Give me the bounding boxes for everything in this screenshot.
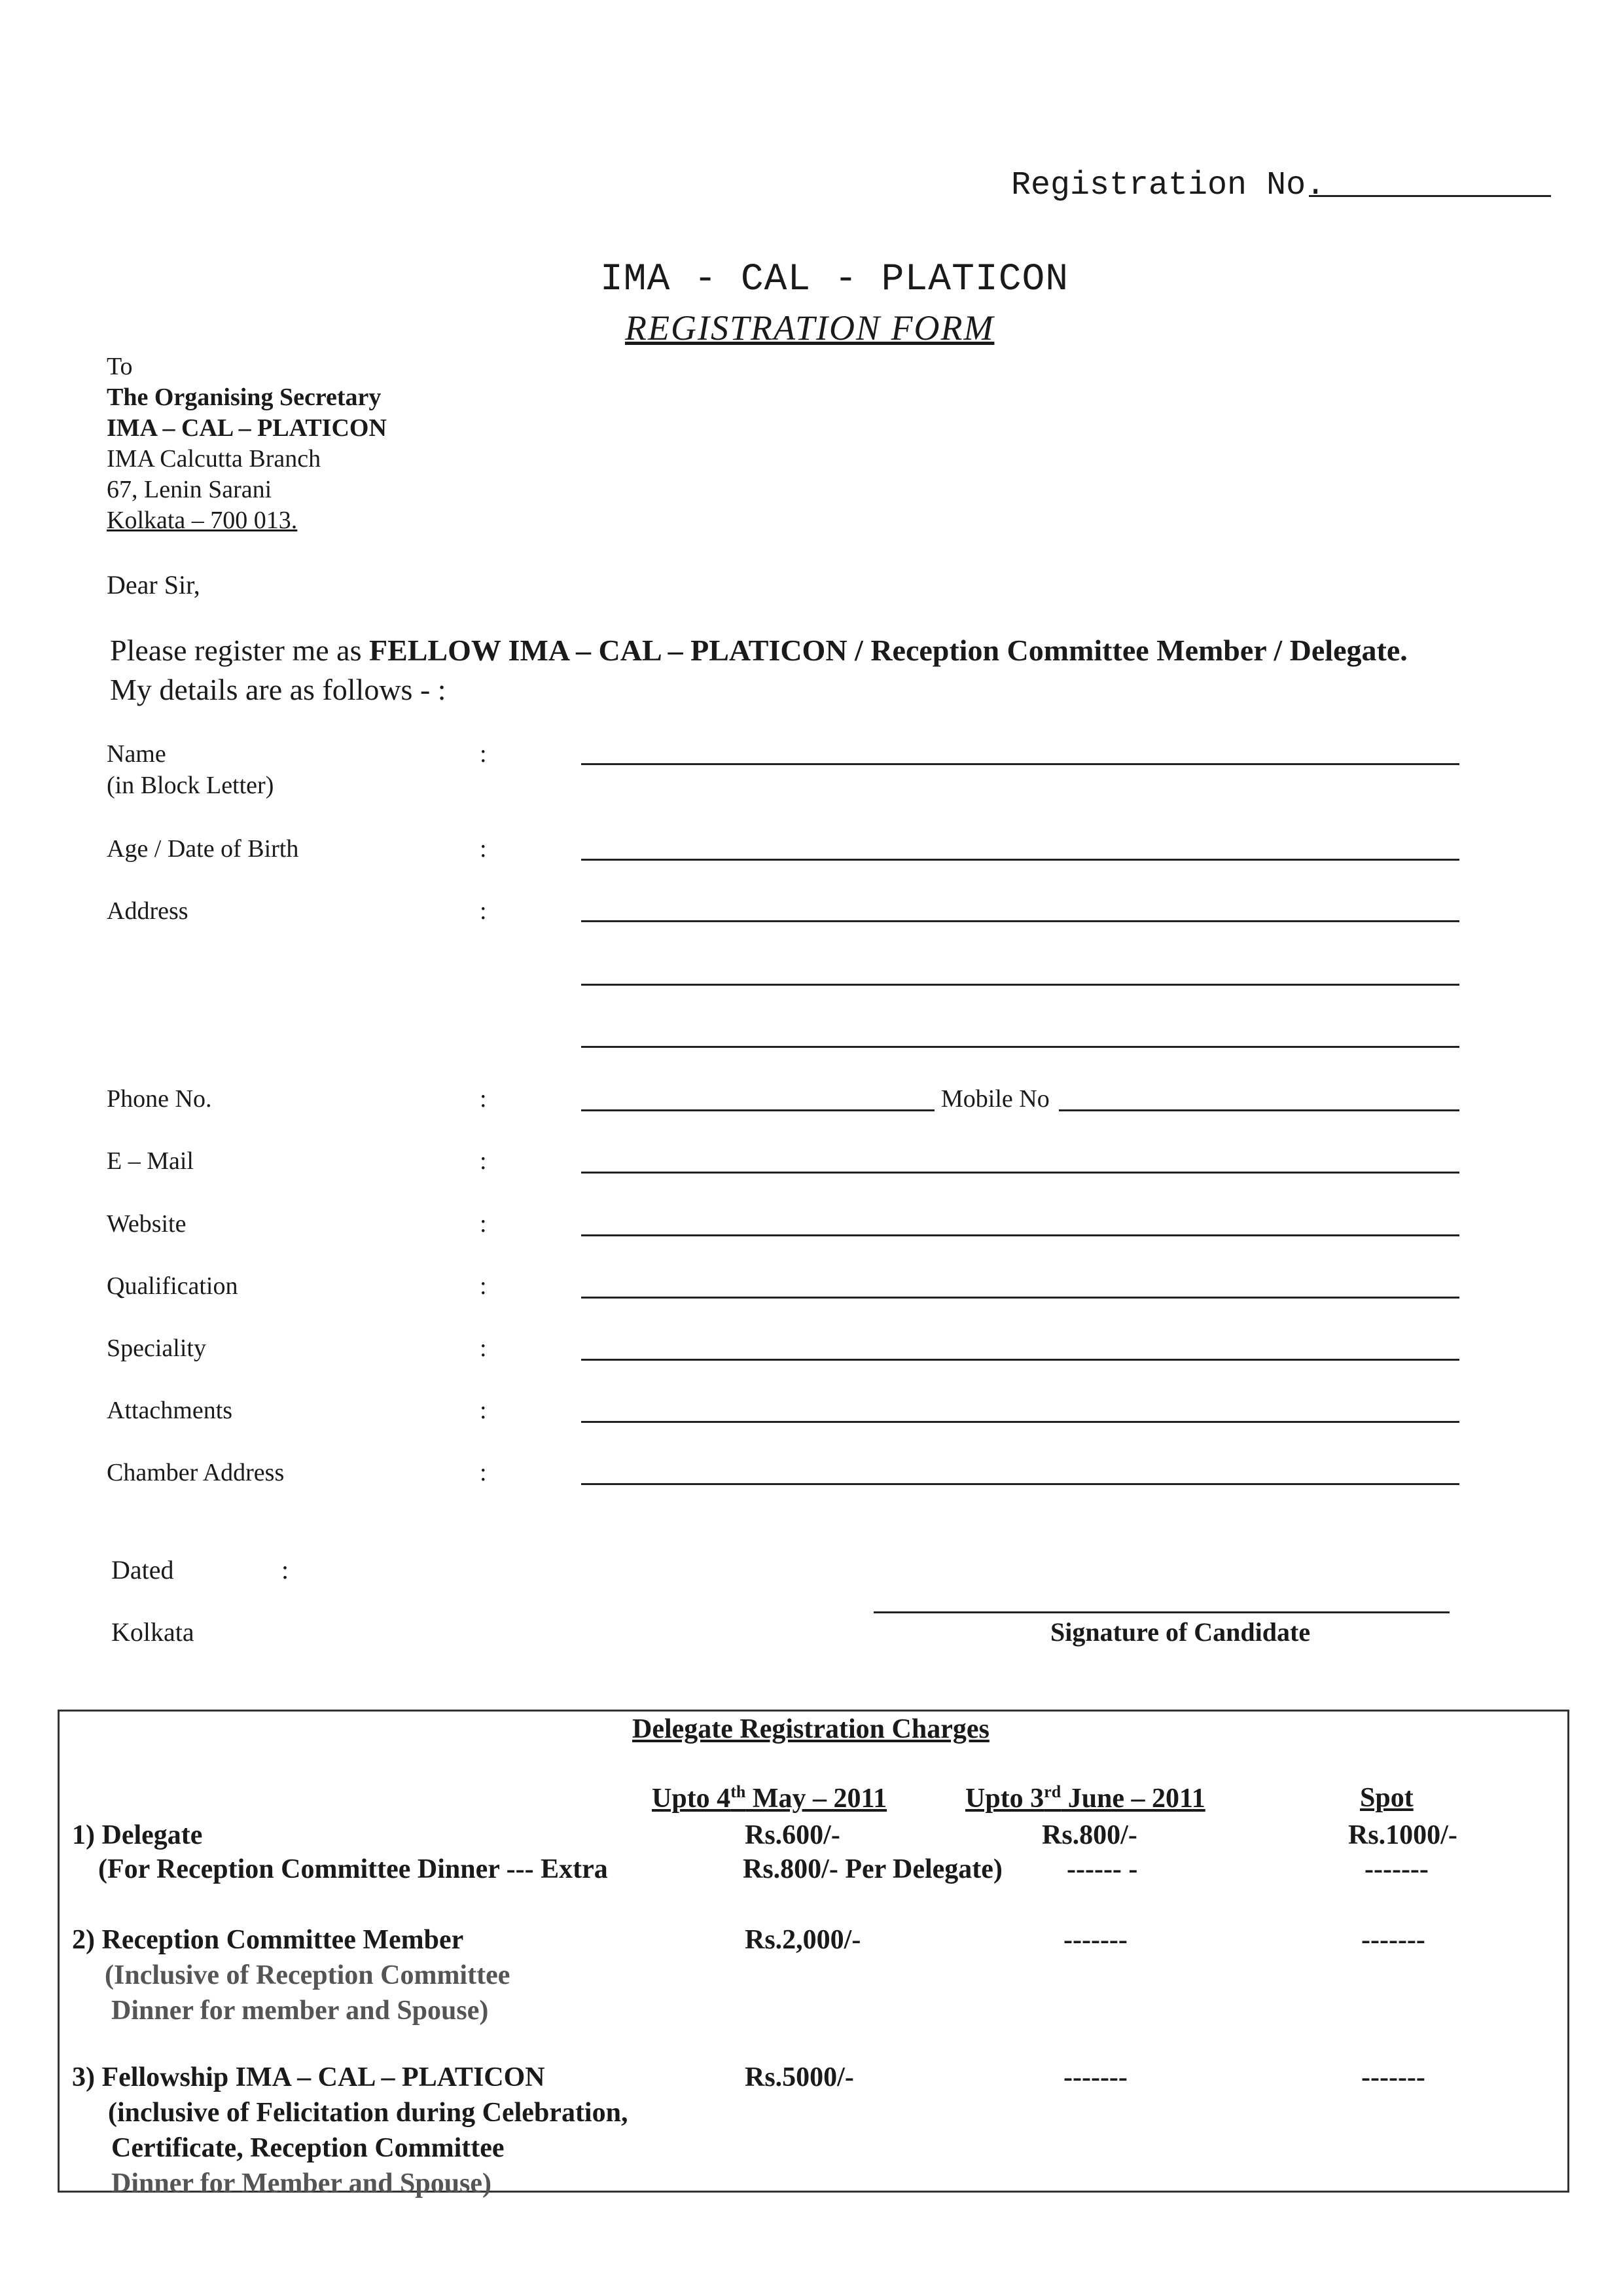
charge-row-label: 3) Fellowship IMA – CAL – PLATICON: [72, 2062, 545, 2092]
recipient-to: To: [107, 353, 133, 380]
charge-fee-early: Rs.600/-: [745, 1820, 840, 1850]
attachments-label: Attachments: [107, 1397, 233, 1424]
charge-fee-late: -------: [1063, 1925, 1128, 1955]
membership-options: FELLOW IMA – CAL – PLATICON / Reception Committee Member / Delegate.: [368, 634, 1408, 667]
recipient-branch: IMA Calcutta Branch: [107, 445, 321, 473]
recipient-title: The Organising Secretary: [107, 384, 382, 411]
registration-number-label: Registration No.: [1011, 167, 1326, 204]
age-colon: :: [480, 835, 487, 863]
dated-colon: :: [281, 1555, 289, 1585]
signature-label: Signature of Candidate: [1050, 1617, 1311, 1647]
place-label: Kolkata: [111, 1617, 194, 1647]
name-label: Name: [107, 740, 166, 768]
website-label: Website: [107, 1210, 187, 1238]
charge-fee-late: -------: [1063, 2062, 1128, 2092]
address-label: Address: [107, 897, 188, 925]
charge-row-note: (For Reception Committee Dinner --- Extra: [98, 1854, 608, 1884]
chamber-address-colon: :: [480, 1459, 487, 1486]
charge-fee-spot-note: -------: [1364, 1854, 1429, 1884]
charge-fee-spot: -------: [1361, 1925, 1425, 1955]
age-label: Age / Date of Birth: [107, 835, 299, 863]
mobile-field[interactable]: [1059, 1109, 1459, 1111]
age-field[interactable]: [581, 859, 1459, 861]
charge-row-label: 1) Delegate: [72, 1820, 203, 1850]
qualification-colon: :: [480, 1272, 487, 1300]
phone-label: Phone No.: [107, 1085, 212, 1113]
charge-row-note: Dinner for Member and Spouse): [111, 2168, 492, 2198]
email-field[interactable]: [581, 1172, 1459, 1174]
website-field[interactable]: [581, 1234, 1459, 1236]
form-title: IMA - CAL - PLATICON: [600, 259, 1069, 301]
charges-col-late-tail: June – 2011: [1061, 1784, 1205, 1814]
name-colon: :: [480, 740, 487, 768]
email-colon: :: [480, 1147, 487, 1175]
address-field-line3[interactable]: [581, 1046, 1459, 1048]
request-details-intro: My details are as follows - :: [110, 673, 446, 706]
chamber-address-label: Chamber Address: [107, 1459, 285, 1486]
website-colon: :: [480, 1210, 487, 1238]
charge-fee-early: Rs.2,000/-: [745, 1925, 861, 1955]
speciality-field[interactable]: [581, 1359, 1459, 1361]
request-prefix: Please register me as: [110, 634, 369, 667]
charge-fee-late-note: ------ -: [1067, 1854, 1138, 1884]
registration-number-field[interactable]: [1309, 195, 1551, 197]
charge-row-label: 2) Reception Committee Member: [72, 1925, 464, 1955]
charges-col-early-text: Upto 4: [652, 1784, 731, 1814]
mobile-label: Mobile No: [941, 1085, 1050, 1113]
recipient-street: 67, Lenin Sarani: [107, 476, 272, 503]
charges-col-late-sup: rd: [1044, 1782, 1061, 1801]
qualification-label: Qualification: [107, 1272, 238, 1300]
charge-row-note: (inclusive of Felicitation during Celebration,: [108, 2098, 628, 2128]
charges-col-early-sup: th: [730, 1782, 746, 1801]
speciality-label: Speciality: [107, 1335, 206, 1362]
recipient-organisation: IMA – CAL – PLATICON: [107, 414, 387, 442]
qualification-field[interactable]: [581, 1297, 1459, 1299]
charge-fee-early-note: Rs.800/- Per Delegate): [743, 1854, 1003, 1884]
charges-col-spot: Spot: [1360, 1783, 1414, 1813]
charge-fee-spot: -------: [1361, 2062, 1425, 2092]
signature-field[interactable]: [874, 1611, 1450, 1613]
dated-label: Dated: [111, 1555, 174, 1585]
form-subtitle: REGISTRATION FORM: [625, 308, 995, 348]
phone-field[interactable]: [581, 1109, 935, 1111]
charges-col-early-tail: May – 2011: [745, 1784, 887, 1814]
chamber-address-field[interactable]: [581, 1483, 1459, 1485]
name-note: (in Block Letter): [107, 772, 274, 799]
attachments-field[interactable]: [581, 1421, 1459, 1423]
charges-title: Delegate Registration Charges: [632, 1714, 990, 1744]
charge-fee-early: Rs.5000/-: [745, 2062, 854, 2092]
address-field-line1[interactable]: [581, 920, 1459, 922]
charges-col-early: [652, 1782, 887, 1814]
name-field[interactable]: [581, 763, 1459, 765]
registration-request: [110, 633, 1408, 668]
charges-col-late-text: Upto 3: [965, 1784, 1044, 1814]
charge-row-note: (Inclusive of Reception Committee: [105, 1960, 510, 1990]
attachments-colon: :: [480, 1397, 487, 1424]
address-field-line2[interactable]: [581, 984, 1459, 986]
email-label: E – Mail: [107, 1147, 194, 1175]
greeting: Dear Sir,: [107, 570, 200, 600]
speciality-colon: :: [480, 1335, 487, 1362]
recipient-city: Kolkata – 700 013.: [107, 507, 298, 534]
charge-row-note: Dinner for member and Spouse): [111, 1996, 489, 2026]
charges-col-late: [965, 1782, 1205, 1814]
address-colon: :: [480, 897, 487, 925]
charge-row-note: Certificate, Reception Committee: [111, 2133, 505, 2163]
charge-fee-spot: Rs.1000/-: [1348, 1820, 1457, 1850]
charge-fee-late: Rs.800/-: [1042, 1820, 1137, 1850]
phone-colon: :: [480, 1085, 487, 1113]
